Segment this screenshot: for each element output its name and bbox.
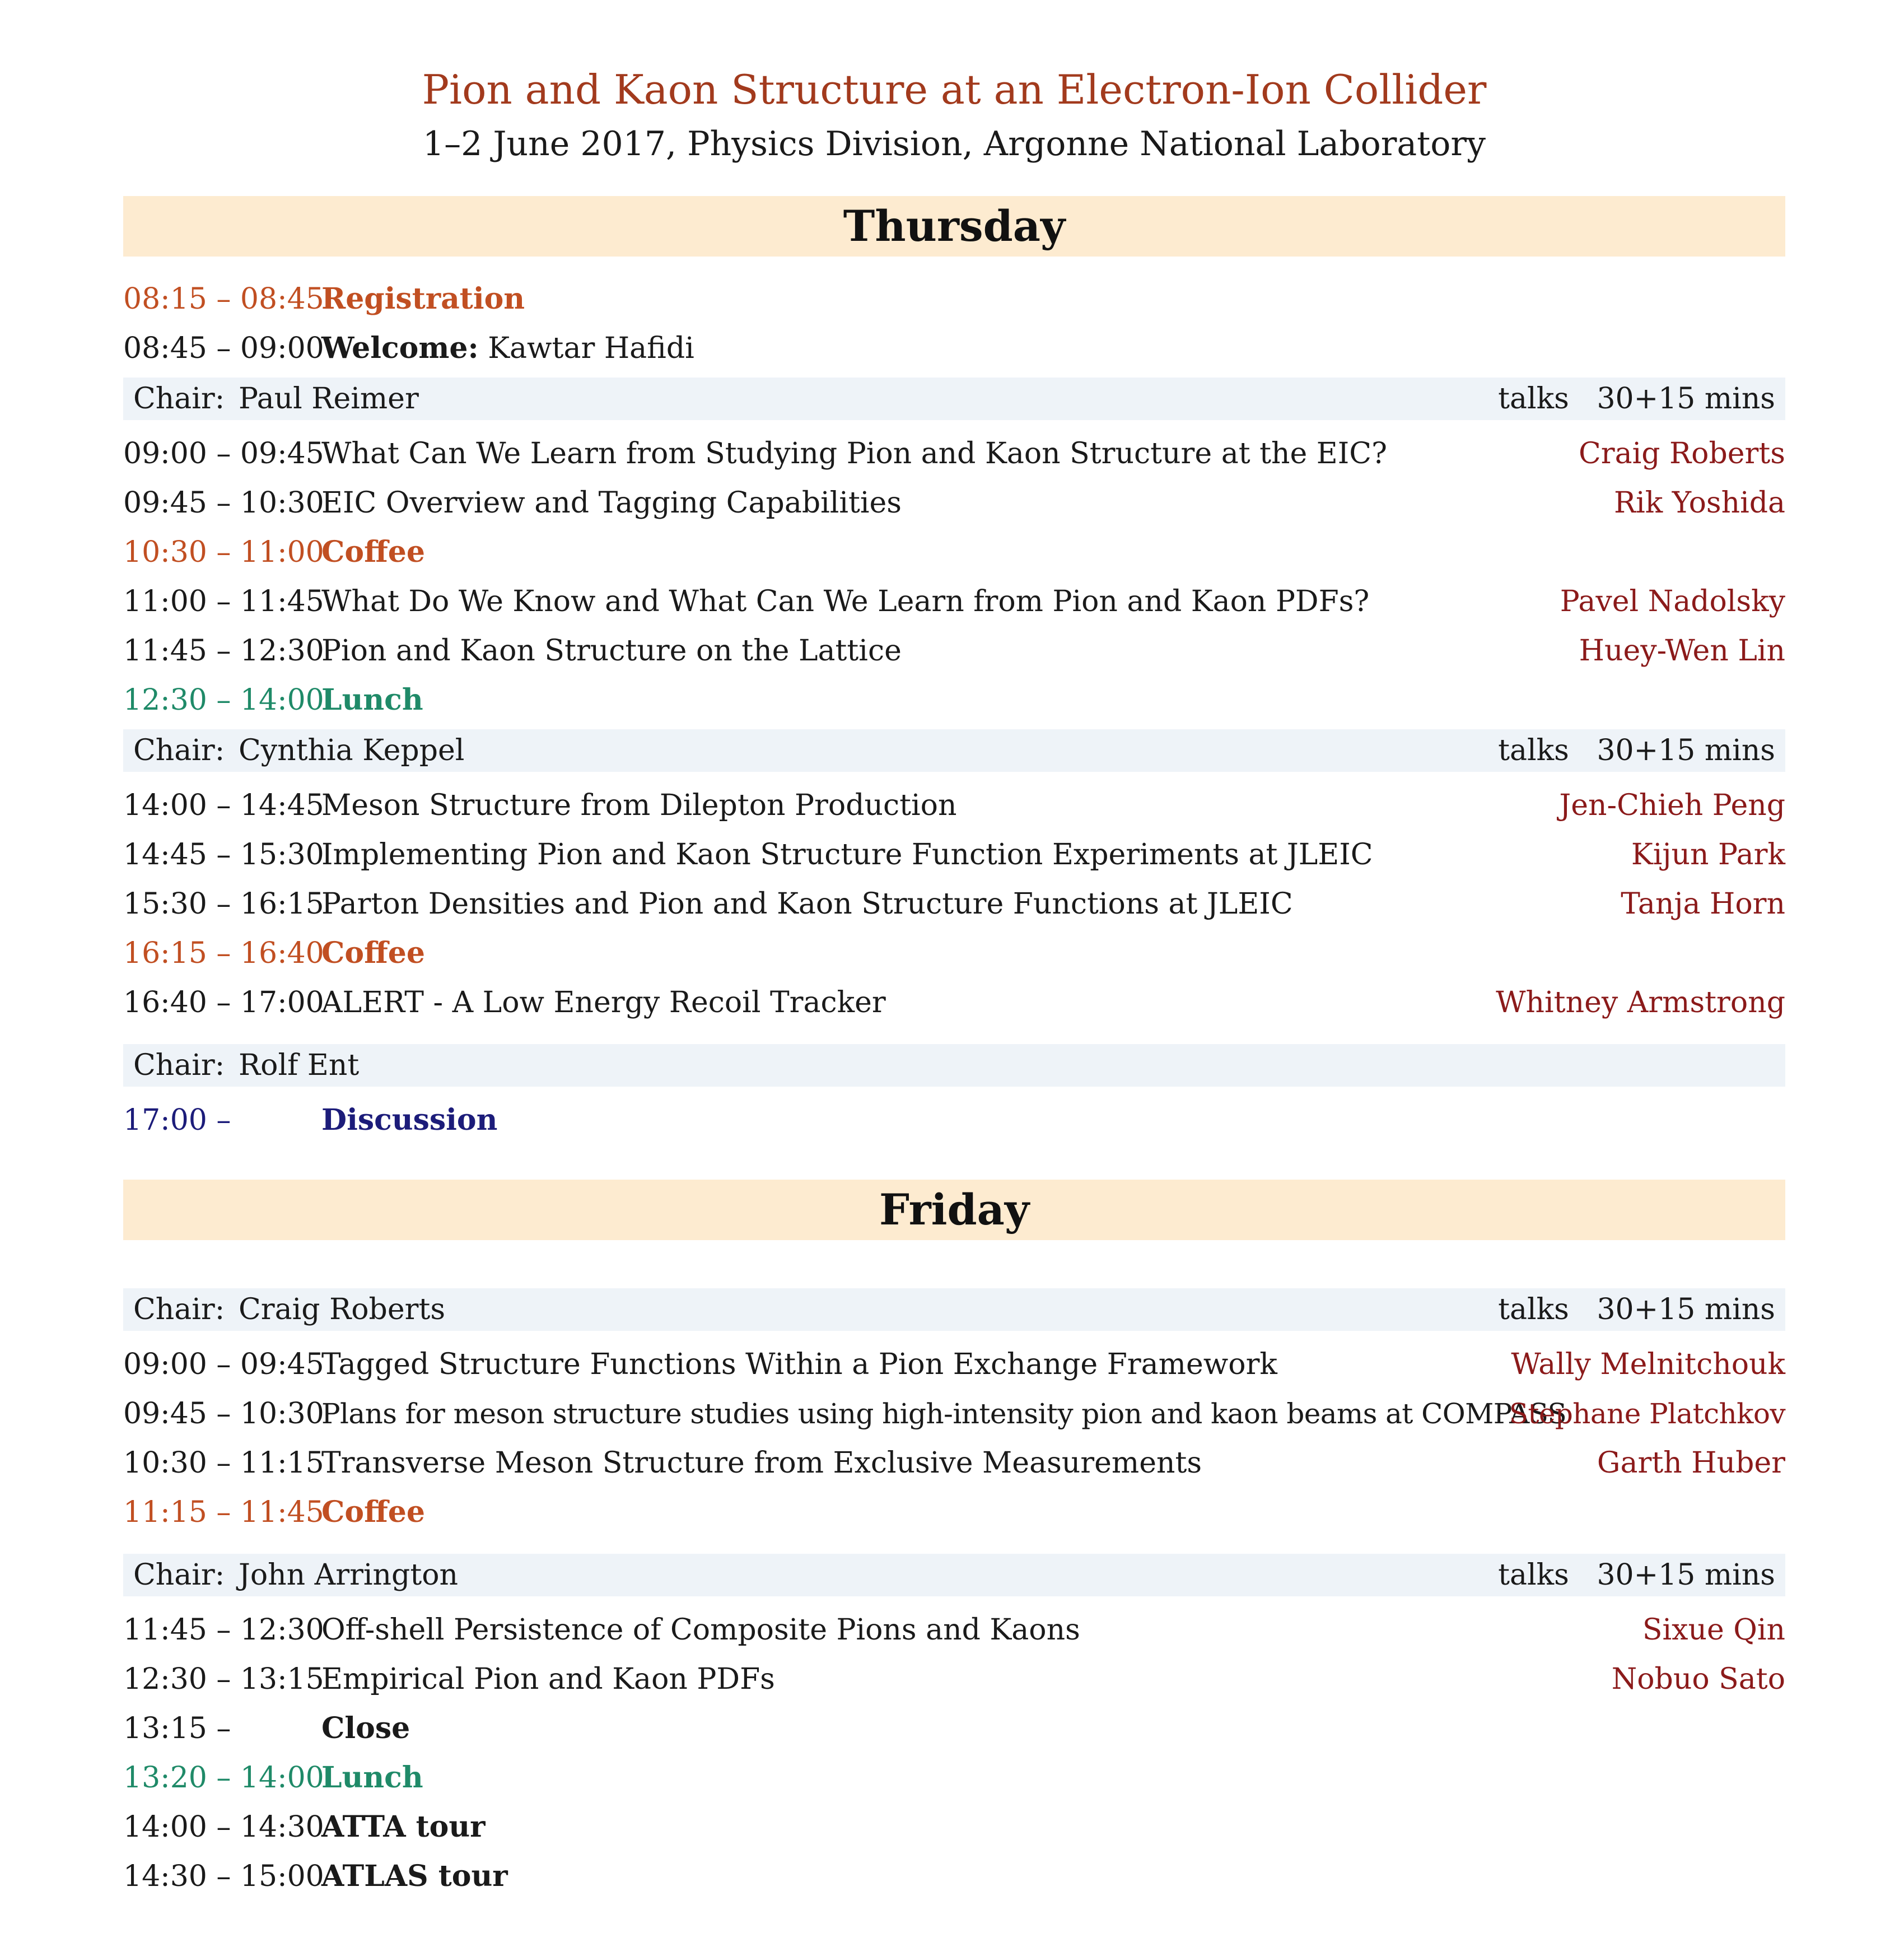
talk-row bbox=[123, 1655, 1785, 1704]
speaker: Pavel Nadolsky bbox=[1560, 585, 1785, 618]
workshop-subtitle: 1–2 June 2017, Physics Division, Argonne National Laboratory bbox=[423, 124, 1486, 164]
chair-name: John Arrington bbox=[239, 1558, 459, 1592]
chair-name: Paul Reimer bbox=[239, 382, 419, 416]
event-title: Coffee bbox=[321, 1495, 425, 1529]
talk-title: What Do We Know and What Can We Learn from Pion and Kaon PDFs? bbox=[321, 585, 1370, 618]
speaker: Wally Melnitchouk bbox=[1511, 1348, 1785, 1381]
chair-label: Chair: bbox=[133, 1558, 225, 1592]
time: 13:15 – bbox=[123, 1712, 231, 1745]
talk-row bbox=[123, 1389, 1785, 1438]
time: 14:00 – 14:45 bbox=[123, 789, 324, 822]
schedule-row-coffee bbox=[123, 1488, 1785, 1537]
schedule-row-lunch bbox=[123, 1753, 1785, 1802]
chair-bar bbox=[123, 1044, 1785, 1087]
time: 14:45 – 15:30 bbox=[123, 838, 324, 872]
schedule-row-discussion bbox=[123, 1096, 1785, 1145]
schedule-row-lunch bbox=[123, 676, 1785, 725]
schedule-row-atta-tour bbox=[123, 1802, 1785, 1852]
time: 15:30 – 16:15 bbox=[123, 887, 324, 921]
workshop-title: Pion and Kaon Structure at an Electron-Ion Collider bbox=[422, 66, 1487, 113]
time: 08:15 – 08:45 bbox=[123, 282, 324, 316]
chair-label: Chair: bbox=[133, 382, 225, 416]
program-page bbox=[123, 0, 1785, 1901]
talk-title: ALERT - A Low Energy Recoil Tracker bbox=[321, 986, 886, 1019]
welcome-label: Welcome: bbox=[321, 331, 479, 365]
schedule-row-coffee bbox=[123, 929, 1785, 978]
chair-bar bbox=[123, 729, 1785, 772]
chair-bar bbox=[123, 378, 1785, 420]
event-title bbox=[321, 324, 694, 373]
talk-title: Tagged Structure Functions Within a Pion Exchange Framework bbox=[321, 1348, 1277, 1381]
chair-label: Chair: bbox=[133, 1293, 225, 1326]
time: 09:00 – 09:45 bbox=[123, 1348, 324, 1381]
talk-title: What Can We Learn from Studying Pion and Kaon Structure at the EIC? bbox=[321, 437, 1387, 471]
schedule-row-coffee bbox=[123, 528, 1785, 577]
time: 16:15 – 16:40 bbox=[123, 937, 324, 970]
time: 16:40 – 17:00 bbox=[123, 986, 324, 1019]
talk-title: Off-shell Persistence of Composite Pions and Kaons bbox=[321, 1613, 1080, 1647]
chair-label: Chair: bbox=[133, 734, 225, 767]
schedule-row-atlas-tour bbox=[123, 1852, 1785, 1901]
speaker: Sixue Qin bbox=[1642, 1613, 1785, 1647]
chair-bar bbox=[123, 1288, 1785, 1331]
talk-row bbox=[123, 830, 1785, 879]
schedule-row-welcome bbox=[123, 324, 1785, 373]
speaker: Nobuo Sato bbox=[1611, 1662, 1785, 1696]
talk-row bbox=[123, 478, 1785, 528]
time: 10:30 – 11:15 bbox=[123, 1446, 324, 1480]
talk-title: EIC Overview and Tagging Capabilities bbox=[321, 486, 902, 520]
event-title: Lunch bbox=[321, 683, 423, 717]
event-title: Registration bbox=[321, 282, 525, 316]
speaker: Tanja Horn bbox=[1621, 887, 1785, 921]
speaker: Garth Huber bbox=[1597, 1446, 1785, 1480]
event-title: Discussion bbox=[321, 1103, 498, 1137]
schedule-row-close bbox=[123, 1704, 1785, 1753]
event-title: Coffee bbox=[321, 535, 425, 569]
talk-title: Transverse Meson Structure from Exclusive Measurements bbox=[321, 1446, 1202, 1480]
talk-row bbox=[123, 626, 1785, 676]
talk-duration: talks 30+15 mins bbox=[1498, 734, 1775, 767]
schedule-row-registration bbox=[123, 274, 1785, 324]
time: 11:15 – 11:45 bbox=[123, 1496, 324, 1529]
event-title: Close bbox=[321, 1711, 410, 1745]
time: 11:00 – 11:45 bbox=[123, 585, 324, 618]
chair-label: Chair: bbox=[133, 1049, 225, 1082]
chair-bar bbox=[123, 1554, 1785, 1596]
event-title: Coffee bbox=[321, 936, 425, 970]
time: 09:00 – 09:45 bbox=[123, 437, 324, 471]
event-title: ATTA tour bbox=[321, 1810, 486, 1844]
speaker: Huey-Wen Lin bbox=[1579, 634, 1785, 668]
time: 14:00 – 14:30 bbox=[123, 1810, 324, 1844]
talk-duration: talks 30+15 mins bbox=[1498, 1558, 1775, 1592]
talk-row bbox=[123, 1438, 1785, 1488]
time: 11:45 – 12:30 bbox=[123, 1613, 324, 1647]
speaker: Rik Yoshida bbox=[1613, 486, 1785, 520]
speaker: Craig Roberts bbox=[1578, 437, 1785, 471]
time: 17:00 – bbox=[123, 1103, 231, 1137]
talk-title: Empirical Pion and Kaon PDFs bbox=[321, 1662, 775, 1696]
time: 09:45 – 10:30 bbox=[123, 486, 324, 520]
talk-row bbox=[123, 577, 1785, 626]
speaker: Jen-Chieh Peng bbox=[1559, 789, 1785, 822]
talk-duration: talks 30+15 mins bbox=[1498, 382, 1775, 416]
time: 08:45 – 09:00 bbox=[123, 332, 324, 365]
talk-row bbox=[123, 1605, 1785, 1655]
event-title: ATLAS tour bbox=[321, 1859, 508, 1893]
talk-title: Plans for meson structure studies using high-intensity pion and kaon beams at COMPASS bbox=[321, 1398, 1567, 1430]
talk-title: Meson Structure from Dilepton Production bbox=[321, 789, 957, 822]
talk-duration: talks 30+15 mins bbox=[1498, 1293, 1775, 1326]
time: 11:45 – 12:30 bbox=[123, 634, 324, 668]
time: 14:30 – 15:00 bbox=[123, 1860, 324, 1893]
day-header-friday: Friday bbox=[123, 1180, 1785, 1240]
welcome-speaker: Kawtar Hafidi bbox=[488, 332, 694, 365]
event-title: Lunch bbox=[321, 1760, 423, 1795]
time: 10:30 – 11:00 bbox=[123, 535, 324, 569]
talk-row bbox=[123, 978, 1785, 1027]
talk-row bbox=[123, 879, 1785, 929]
chair-name: Cynthia Keppel bbox=[239, 734, 465, 767]
speaker: Kijun Park bbox=[1631, 838, 1785, 872]
speaker: Whitney Armstrong bbox=[1496, 986, 1785, 1019]
speaker: Stephane Platchkov bbox=[1509, 1398, 1785, 1430]
day-header-thursday: Thursday bbox=[123, 196, 1785, 257]
time: 12:30 – 14:00 bbox=[123, 683, 324, 717]
talk-row bbox=[123, 1340, 1785, 1389]
talk-title: Pion and Kaon Structure on the Lattice bbox=[321, 634, 902, 668]
chair-name: Craig Roberts bbox=[239, 1293, 446, 1326]
chair-name: Rolf Ent bbox=[239, 1049, 360, 1082]
talk-row bbox=[123, 781, 1785, 830]
talk-title: Parton Densities and Pion and Kaon Structure Functions at JLEIC bbox=[321, 887, 1293, 921]
talk-row bbox=[123, 429, 1785, 478]
time: 13:20 – 14:00 bbox=[123, 1761, 324, 1795]
time: 12:30 – 13:15 bbox=[123, 1662, 324, 1696]
talk-title: Implementing Pion and Kaon Structure Function Experiments at JLEIC bbox=[321, 838, 1373, 872]
time: 09:45 – 10:30 bbox=[123, 1397, 324, 1431]
